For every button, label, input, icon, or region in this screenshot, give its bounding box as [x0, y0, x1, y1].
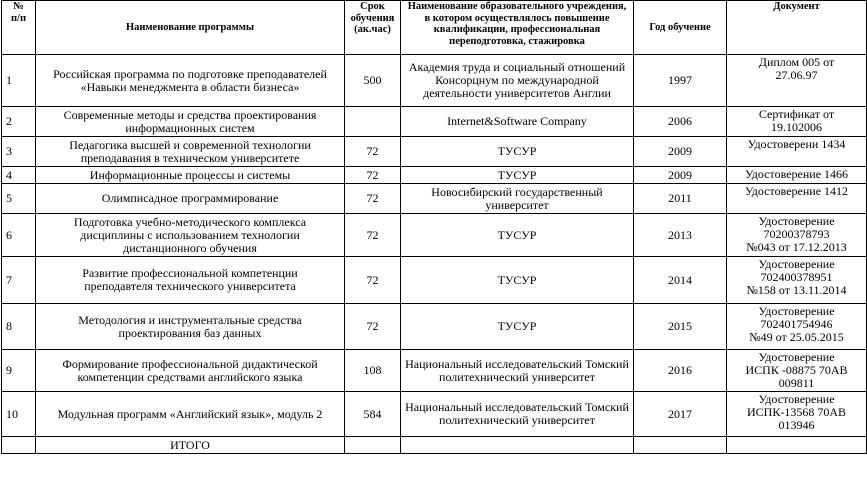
- header-institution-line: Наименование образовательного учреждения,: [407, 1, 627, 12]
- document-value-line: 702401754946: [760, 317, 833, 331]
- row-number: 2: [2, 107, 36, 137]
- document-value-line: ИСПК-13568 70АВ: [746, 405, 846, 419]
- row-number: 7: [2, 257, 36, 304]
- year-value: 2015: [634, 304, 727, 350]
- hours-value: 584: [345, 392, 401, 437]
- document-value: [727, 214, 867, 257]
- institution-name: [401, 257, 634, 304]
- institution-name: [401, 55, 634, 107]
- table-row: [2, 167, 867, 184]
- year-value: 2011: [634, 184, 727, 214]
- year-value: 2006: [634, 107, 727, 137]
- header-duration-line: (ак.час): [354, 24, 391, 35]
- hours-value: 72: [345, 257, 401, 304]
- row-number: 1: [2, 55, 36, 107]
- institution-name: [401, 184, 634, 214]
- program-name-line: Методология и инструментальные средства: [78, 312, 302, 327]
- program-name: [36, 214, 345, 257]
- program-name: [36, 304, 345, 350]
- year-value: 2016: [634, 350, 727, 392]
- document-value-line: Удостоверение: [758, 304, 835, 318]
- document-value: [727, 107, 867, 137]
- document-value: [727, 304, 867, 350]
- institution-name-line: Академия труда и социальный отношений: [408, 60, 626, 74]
- header-institution: [401, 1, 634, 55]
- row-number: 9: [2, 350, 36, 392]
- institution-name: [401, 350, 634, 392]
- hours-value: 500: [345, 55, 401, 107]
- header-institution-line: квалификации, профессиональная: [433, 24, 601, 35]
- institution-name: [401, 392, 634, 437]
- institution-name-line: ТУСУР: [497, 144, 537, 158]
- table-body: [2, 55, 867, 454]
- total-empty-cell: [2, 437, 36, 454]
- program-name: [36, 392, 345, 437]
- hours-value: 72: [345, 167, 401, 184]
- document-value-line: Удостоверени 1434: [747, 137, 846, 151]
- document-value-line: №158 от 13.11.2014: [746, 283, 847, 297]
- table-row: [2, 392, 867, 437]
- program-name: [36, 137, 345, 167]
- document-value-line: Удостоверение 1412: [744, 184, 849, 198]
- header-duration-line: обучения: [350, 12, 395, 24]
- row-number: 6: [2, 214, 36, 257]
- program-name-line: преподавания в техническом университете: [80, 150, 300, 165]
- table-row: [2, 257, 867, 304]
- institution-name-line: политехнический университет: [439, 369, 595, 384]
- row-number: 8: [2, 304, 36, 350]
- institution-name: [401, 304, 634, 350]
- program-name-line: Информационные процессы и системы: [89, 167, 291, 182]
- document-value-line: 013946: [778, 418, 815, 432]
- document-value-line: 27.06.97: [775, 68, 818, 82]
- total-label: ИТОГО: [36, 437, 345, 454]
- year-value: 1997: [634, 55, 727, 107]
- row-number: 4: [2, 167, 36, 184]
- row-number: 10: [2, 392, 36, 437]
- institution-name-line: ТУСУР: [497, 227, 537, 242]
- header-duration-line: Срок: [360, 1, 385, 12]
- header-num-line: №: [13, 1, 24, 12]
- document-value-line: Удостоверение: [758, 257, 835, 271]
- row-number: 3: [2, 137, 36, 167]
- program-name: [36, 184, 345, 214]
- institution-name: [401, 167, 634, 184]
- total-row: [2, 437, 867, 454]
- document-value: [727, 137, 867, 167]
- program-name-line: преподавтеля технического университета: [84, 279, 296, 293]
- year-value: 2009: [634, 137, 727, 167]
- document-value-line: Удостоверение: [758, 214, 835, 228]
- hours-value: 72: [345, 214, 401, 257]
- document-value: [727, 184, 867, 214]
- table-row: [2, 137, 867, 167]
- header-document: Документ: [727, 1, 867, 55]
- header-institution-line: переподготовка, стажировка: [449, 35, 585, 47]
- program-name-line: информационных систем: [125, 120, 255, 135]
- program-name: [36, 107, 345, 137]
- program-name: [36, 257, 345, 304]
- total-empty-cell: [401, 437, 634, 454]
- training-table: [1, 0, 867, 454]
- institution-name: [401, 214, 634, 257]
- program-name-line: Подготовка учебно-методического комплекса: [73, 214, 307, 229]
- table-row: [2, 55, 867, 107]
- table-row: [2, 107, 867, 137]
- program-name-line: Российская программа по подготовке преподавателей: [53, 66, 327, 81]
- table-row: [2, 184, 867, 214]
- document-value-line: Диплом 005 от: [758, 55, 835, 69]
- institution-name-line: Национальный исследовательский Томский: [405, 356, 629, 371]
- document-value-line: №043 от 17.12.2013: [746, 240, 847, 254]
- document-value-line: ИСПК -08875 70АВ: [745, 363, 848, 377]
- total-empty-cell: [345, 437, 401, 454]
- year-value: 2014: [634, 257, 727, 304]
- hours-value: 72: [345, 184, 401, 214]
- header-year: Год обучение: [634, 1, 727, 55]
- program-name-line: «Навыки менеджмента в области бизнеса»: [80, 79, 300, 94]
- program-name-line: дистанционного обучения: [123, 240, 257, 255]
- document-value-line: 009811: [778, 376, 815, 390]
- hours-value: 72: [345, 304, 401, 350]
- program-name-line: проектирования баз данных: [118, 325, 262, 340]
- table-row: [2, 350, 867, 392]
- program-name: [36, 350, 345, 392]
- header-program: Наименование программы: [36, 1, 345, 55]
- program-name-line: Педагогика высшей и современной технологии: [69, 137, 311, 152]
- institution-name-line: Консорцнум по международной: [435, 73, 599, 87]
- document-value-line: 70200378793: [763, 227, 830, 241]
- institution-name-line: Национальный исследовательский Томский: [405, 400, 629, 414]
- document-value-line: №49 от 25.05.2015: [749, 330, 844, 344]
- document-value-line: 19.102006: [771, 120, 822, 134]
- institution-name-line: Internet&Software Company: [447, 114, 587, 128]
- institution-name-line: политехнический университет: [439, 413, 595, 427]
- institution-name-line: университет: [485, 197, 549, 212]
- institution-name-line: деятельности университетов Англии: [423, 86, 611, 100]
- document-value-line: Сертификат от: [758, 107, 835, 121]
- header-num-line: п/п: [10, 12, 27, 24]
- hours-value: [345, 107, 401, 137]
- document-value-line: Удостоверение: [758, 350, 835, 364]
- institution-name-line: Новосибирский государственный: [431, 184, 603, 199]
- hours-value: 108: [345, 350, 401, 392]
- table-row: [2, 304, 867, 350]
- document-value-line: 702400378951: [760, 270, 833, 284]
- institution-name-line: ТУСУР: [497, 272, 537, 287]
- program-name-line: дисциплины с использованием технологии: [80, 227, 300, 242]
- header-institution-line: в котором осуществлялось повышение: [424, 12, 610, 24]
- document-value: [727, 257, 867, 304]
- program-name-line: компетенции средствами английского языка: [77, 369, 303, 384]
- total-empty-cell: [727, 437, 867, 454]
- year-value: 2017: [634, 392, 727, 437]
- program-name-line: Формирование профессиональной дидактической: [62, 356, 318, 371]
- year-value: 2009: [634, 167, 727, 184]
- document-value: [727, 392, 867, 437]
- institution-name: [401, 137, 634, 167]
- total-empty-cell: [634, 437, 727, 454]
- year-value: 2013: [634, 214, 727, 257]
- program-name-line: Модульная программ «Английский язык», модуль 2: [57, 406, 323, 421]
- header-num: [2, 1, 36, 55]
- program-name-line: Современные методы и средства проектирования: [63, 107, 317, 122]
- program-name: [36, 167, 345, 184]
- document-value: [727, 55, 867, 107]
- document-value: [727, 350, 867, 392]
- institution-name-line: ТУСУР: [497, 167, 537, 182]
- document-value: [727, 167, 867, 184]
- document-value-line: Удостоверение 1466: [744, 167, 849, 181]
- program-name: [36, 55, 345, 107]
- header-duration: [345, 1, 401, 55]
- program-name-line: Олимписадное программирование: [101, 191, 279, 205]
- program-name-line: Развитие профессиональной компетенции: [82, 266, 298, 280]
- institution-name-line: ТУСУР: [497, 319, 537, 333]
- document-value-line: Удостоверение: [758, 392, 835, 406]
- header-row: [2, 1, 867, 55]
- hours-value: 72: [345, 137, 401, 167]
- institution-name: [401, 107, 634, 137]
- table-row: [2, 214, 867, 257]
- row-number: 5: [2, 184, 36, 214]
